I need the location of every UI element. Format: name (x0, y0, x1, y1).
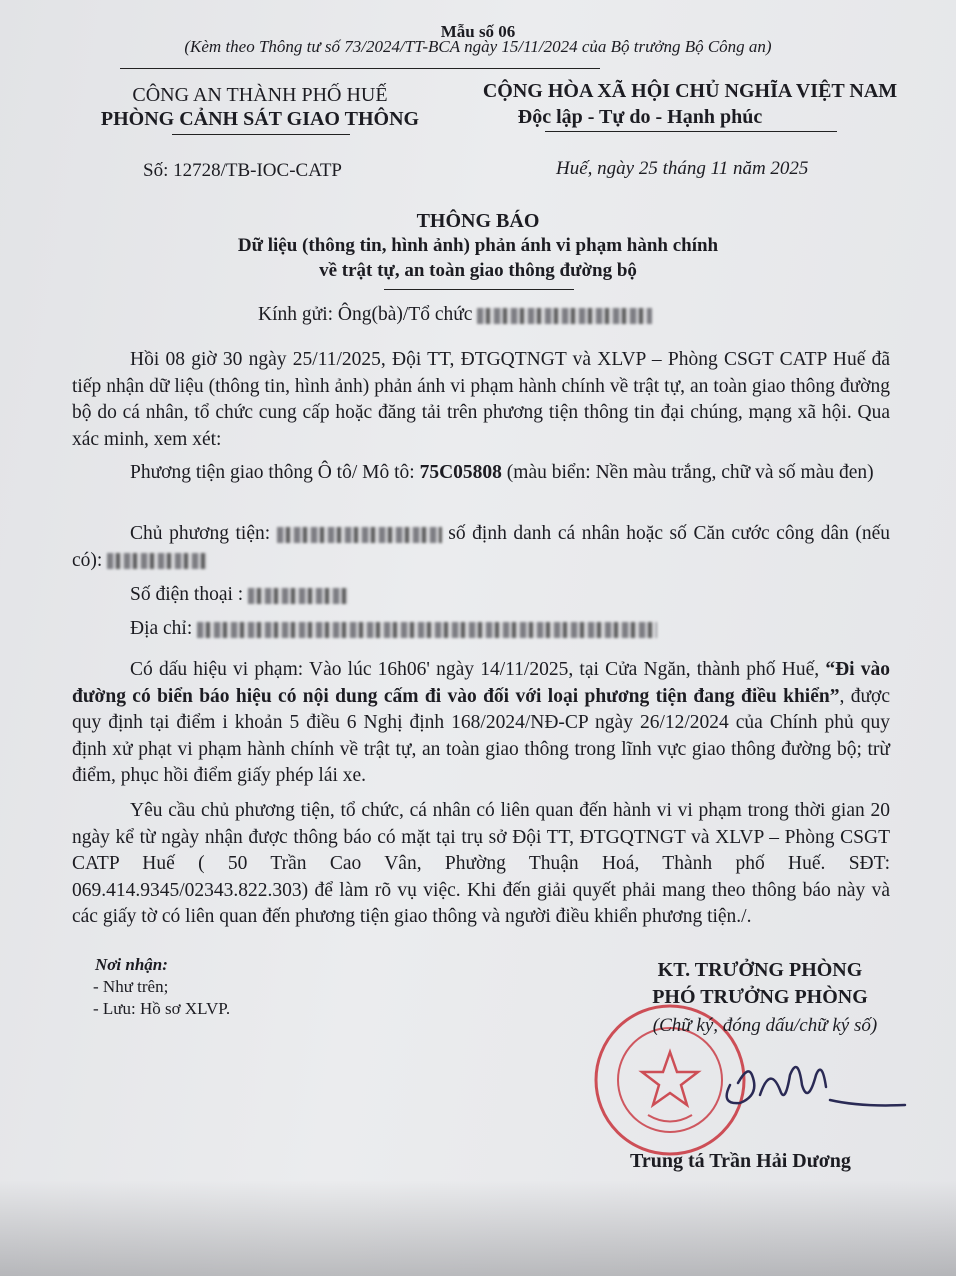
agency-name: PHÒNG CẢNH SÁT GIAO THÔNG (100, 108, 420, 130)
signature-note: (Chữ ký, đóng dấu/chữ ký số) (652, 1015, 878, 1036)
state-name: CỘNG HÒA XÃ HỘI CHỦ NGHĨA VIỆT NAM (482, 80, 898, 102)
owner-paragraph (72, 521, 890, 574)
redacted-owner-name (277, 527, 442, 543)
page-shadow (0, 1180, 956, 1276)
redacted-recipient (477, 308, 652, 324)
document-subtitle-1: Dữ liệu (thông tin, hình ảnh) phản ánh vi phạm hành chính (237, 235, 719, 256)
redacted-address (197, 622, 657, 638)
state-motto: Độc lập - Tự do - Hạnh phúc (517, 106, 763, 128)
handwritten-signature (690, 1045, 910, 1135)
violation-intro: Có dấu hiệu vi phạm: Vào lúc 16h06' ngày 14/11/2025, tại Cửa Ngăn, thành phố Huế, (130, 659, 826, 680)
recipient-item: - Lưu: Hồ sơ XLVP. (93, 999, 231, 1018)
address-line (130, 618, 657, 640)
phone-line (130, 584, 348, 606)
signer-role-1: KT. TRƯỞNG PHÒNG (657, 959, 863, 981)
recipient-line (258, 304, 652, 326)
phone-label: Số điện thoại : (130, 584, 249, 605)
document-title: THÔNG BÁO (416, 210, 540, 232)
request-paragraph: Yêu cầu chủ phương tiện, tổ chức, cá nhân có liên quan đến hành vi vi phạm trong thời gian 20 ngày kể từ ngày nhận được thông báo có mặt tại trụ sở Đội TT, ĐTGQTNGT và XLVP – Phòng CSGT CATP Huế ( 50 Trần Cao Vân, Phường Thuận Hoá, Thành phố Huế. SĐT: 069.414.9345/02343.822.303) để làm rõ vụ việc. Khi đến giải quyết phải mang theo thông báo này và các giấy tờ có liên quan đến phương tiện giao thông và người điều khiển phương tiện./. (72, 800, 890, 927)
title-underline (384, 289, 574, 290)
redacted-phone (248, 588, 348, 604)
form-number: Mẫu số 06 (440, 22, 516, 41)
motto-underline (545, 131, 837, 132)
vehicle-label: Phương tiện giao thông Ô tô/ Mô tô: (130, 462, 420, 483)
vehicle-paragraph (72, 460, 890, 487)
place-date: Huế, ngày 25 tháng 11 năm 2025 (556, 158, 809, 179)
violation-description: “Đi vào đường có biển báo hiệu có nội dung cấm đi vào đối với loại phương tiện đang điều khiển” (72, 659, 891, 707)
recipient-label: Kính gửi: Ông(bà)/Tổ chức (258, 304, 473, 325)
license-plate: 75C05808 (419, 462, 502, 483)
vehicle-details: (màu biển: Nền màu trắng, chữ và số màu đen) (501, 462, 874, 483)
agency-parent: CÔNG AN THÀNH PHỐ HUẾ (132, 84, 388, 106)
form-attachment: (Kèm theo Thông tư số 73/2024/TT-BCA ngày 15/11/2024 của Bộ trưởng Bộ Công an) (184, 37, 772, 56)
address-label: Địa chỉ: (130, 618, 198, 639)
redacted-owner-id (107, 553, 207, 569)
header-rule (120, 68, 600, 69)
signer-name: Trung tá Trần Hải Dương (630, 1150, 851, 1172)
document-number: Số: 12728/TB-IOC-CATP (143, 160, 342, 181)
violation-legal-basis: , được quy định tại điểm i khoản 5 điều 6 Nghị định 168/2024/NĐ-CP ngày 26/12/2024 của Chính phủ quy định xử phạt vi phạm hành chính về trật tự, an toàn giao thông trong lĩnh vực giao thông đường bộ; trừ điểm, phục hồi điểm giấy phép lái xe. (72, 685, 890, 786)
recipients-title: Nơi nhận: (95, 955, 168, 974)
signer-role-2: PHÓ TRƯỞNG PHÒNG (652, 986, 868, 1008)
intro-paragraph: Hồi 08 giờ 30 ngày 25/11/2025, Đội TT, ĐTGQTNGT và XLVP – Phòng CSGT CATP Huế đã tiếp nhận dữ liệu (thông tin, hình ảnh) phản ánh vi phạm hành chính về trật tự, an toàn giao thông đường bộ do cá nhân, tổ chức cung cấp hoặc đăng tải trên phương tiện thông tin đại chúng, mạng xã hội. Qua xác minh, xem xét: (72, 349, 890, 450)
violation-paragraph (72, 657, 890, 790)
owner-id-label: số định danh cá nhân hoặc số Căn cước công dân (nếu có): (72, 523, 890, 571)
agency-underline (172, 134, 350, 135)
document-subtitle-2: về trật tự, an toàn giao thông đường bộ (319, 260, 637, 281)
owner-label: Chủ phương tiện: (130, 523, 277, 544)
recipient-item: - Như trên; (93, 977, 169, 996)
